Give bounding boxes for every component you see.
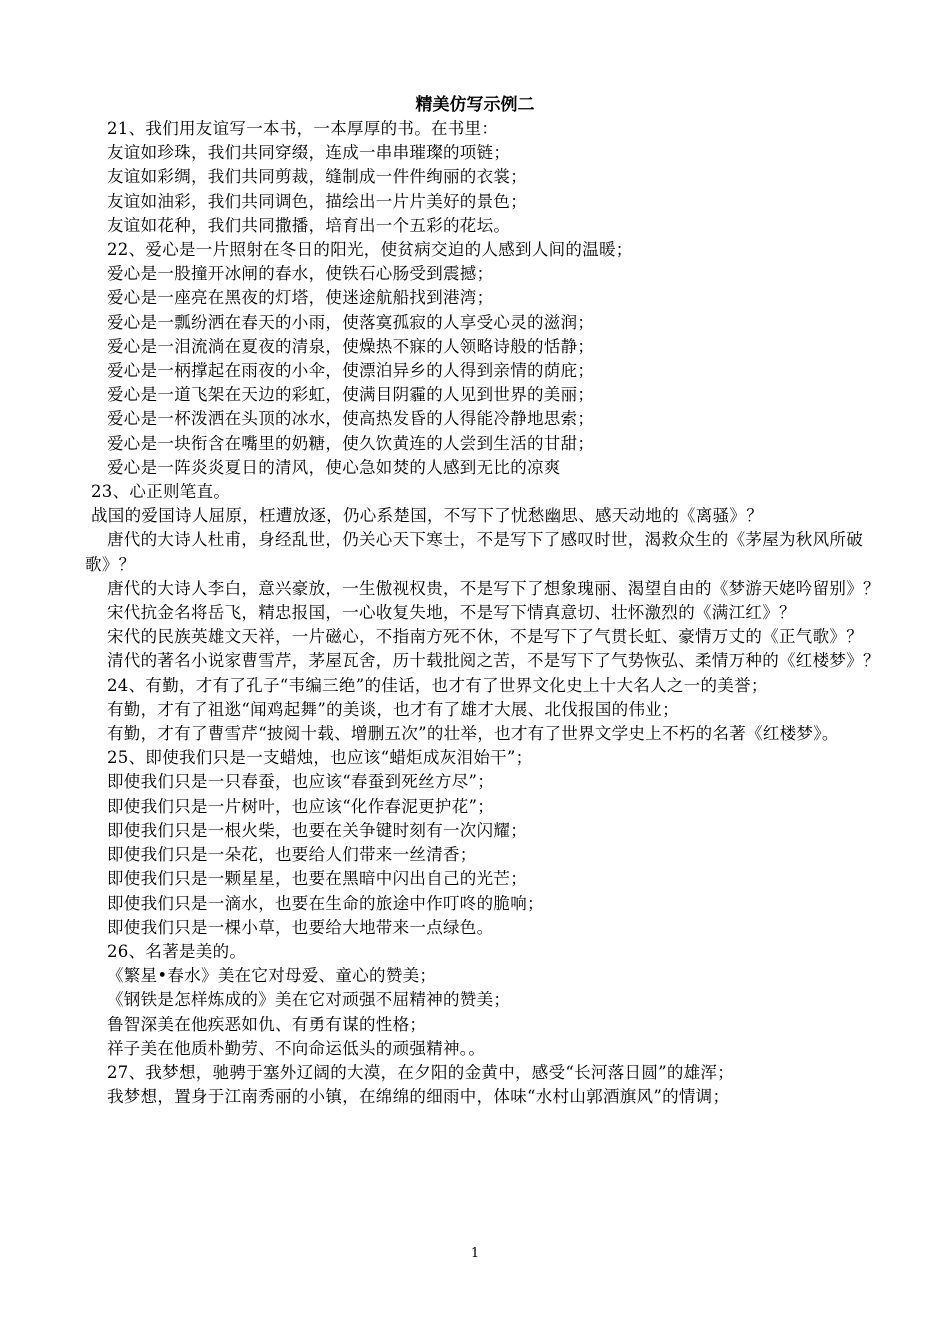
paragraph-line: 战国的爱国诗人屈原，枉遭放逐，仍心系楚国，不写下了忧愁幽思、感天动地的《离骚》？ [91,506,763,526]
paragraph-line: 22、爱心是一片照射在冬日的阳光，使贫病交迫的人感到人间的温暖； [107,240,633,260]
paragraph-line: 27、我梦想，驰骋于塞外辽阔的大漠，在夕阳的金黄中，感受“长河落日圆”的雄浑； [107,1062,735,1082]
paragraph-line: 爱心是一瓢纷洒在春天的小雨，使落寞孤寂的人享受心灵的滋润； [107,312,595,332]
paragraph-line: 即使我们只是一朵花，也要给人们带来一丝清香； [107,845,477,865]
paragraph-line: 友谊如彩绸，我们共同剪裁，缝制成一件件绚丽的衣裳； [107,167,527,187]
paragraph-line: 即使我们只是一根火柴，也要在关争键时刻有一次闪耀； [107,820,527,840]
paragraph-line: 唐代的大诗人杜甫，身经乱世，仍关心天下寒士，不是写下了感叹时世，渴救众生的《茅屋为秋风所破歌》？ [85,530,863,574]
paragraph-line: 友谊如油彩，我们共同调色，描绘出一片片美好的景色； [107,191,527,211]
paragraph-line: 21、我们用友谊写一本书，一本厚厚的书。在书里： [107,119,499,138]
paragraph-line: 清代的著名小说家曹雪芹，茅屋瓦舍，历十载批阅之苦，不是写下了气势恢弘、柔情万种的《红楼梦》？ [107,651,880,671]
page-number: 1 [470,1246,480,1261]
document-body [85,117,885,1109]
paragraph-line: 爱心是一块衔含在嘴里的奶糖，使久饮黄连的人尝到生活的甘甜； [107,433,595,453]
paragraph-line: 鲁智深美在他疾恶如仇、有勇有谋的性格； [107,1014,427,1034]
paragraph-line: 祥子美在他质朴勤劳、不向命运低头的顽强精神。。 [107,1038,486,1058]
paragraph-line: 即使我们只是一只春蚕，也应该“春蚕到死丝方尽”； [107,772,495,792]
paragraph-line: 宋代抗金名将岳飞，精忠报国，一心收复失地，不是写下情真意切、壮怀激烈的《满江红》？ [107,603,796,623]
paragraph-line: 《钢铁是怎样炼成的》美在它对顽强不屈精神的赞美； [107,990,511,1010]
paragraph-line: 即使我们只是一片树叶，也应该“化作春泥更护花”； [107,796,495,816]
paragraph-line: 爱心是一阵炎炎夏日的清风，使心急如焚的人感到无比的凉爽 [107,457,561,477]
paragraph-line: 23、心正则笔直。 [91,482,231,502]
paragraph-line: 爱心是一杯泼洒在头顶的冰水，使高热发昏的人得能冷静地思索； [107,409,595,429]
paragraph-line: 我梦想，置身于江南秀丽的小镇，在绵绵的细雨中，体味“水村山郭酒旗风”的情调； [107,1087,730,1107]
paragraph-line: 《繁星•春水》美在它对母爱、童心的赞美； [107,966,437,986]
page-title: 精美仿写示例二 [415,95,535,115]
paragraph-line: 爱心是一柄撑起在雨夜的小伞，使漂泊异乡的人得到亲情的荫庇； [107,361,595,381]
paragraph-line: 即使我们只是一滴水，也要在生命的旅途中作叮咚的脆响； [107,893,544,913]
paragraph-line: 爱心是一座亮在黑夜的灯塔，使迷途航船找到港湾； [107,288,494,308]
paragraph-line: 唐代的大诗人李白，意兴豪放，一生傲视权贵，不是写下了想象瑰丽、渴望自由的《梦游天姥吟留别》？ [107,578,880,598]
paragraph-line: 25、即使我们只是一支蜡烛，也应该“蜡炬成灰泪始干”； [107,748,533,768]
paragraph-line: 宋代的民族英雄文天祥，一片磁心，不指南方死不休，不是写下了气贯长虹、豪情万丈的《正气歌》？ [107,627,863,647]
paragraph-line: 爱心是一道飞架在天边的彩虹，使满目阴霾的人见到世界的美丽； [107,385,595,405]
paragraph-line: 友谊如珍珠，我们共同穿缀，连成一串串璀璨的项链； [107,143,511,163]
paragraph-line: 有勤，才有了祖逖“闻鸡起舞”的美谈，也才有了雄才大展、北伐报国的伟业； [107,699,679,719]
paragraph-line: 友谊如花种，我们共同撒播，培育出一个五彩的花坛。 [107,215,511,235]
paragraph-line: 24、有勤，才有了孔子“韦编三绝”的佳话，也才有了世界文化史上十大名人之一的美誉； [107,675,768,695]
paragraph-line: 爱心是一泪流淌在夏夜的清泉，使燥热不寐的人领略诗般的恬静； [107,336,595,356]
paragraph-line: 爱心是一股撞开冰闸的春水，使铁石心肠受到震撼； [107,264,494,284]
paragraph-line: 有勤，才有了曹雪芹“披阅十载、增删五次”的壮举，也才有了世界文学史上不朽的名著《红楼梦》。 [107,724,839,744]
paragraph-line: 即使我们只是一棵小草，也要给大地带来一点绿色。 [107,917,494,937]
paragraph-line: 即使我们只是一颗星星，也要在黑暗中闪出自己的光芒； [107,869,527,889]
paragraph-line: 26、名著是美的。 [107,941,247,961]
